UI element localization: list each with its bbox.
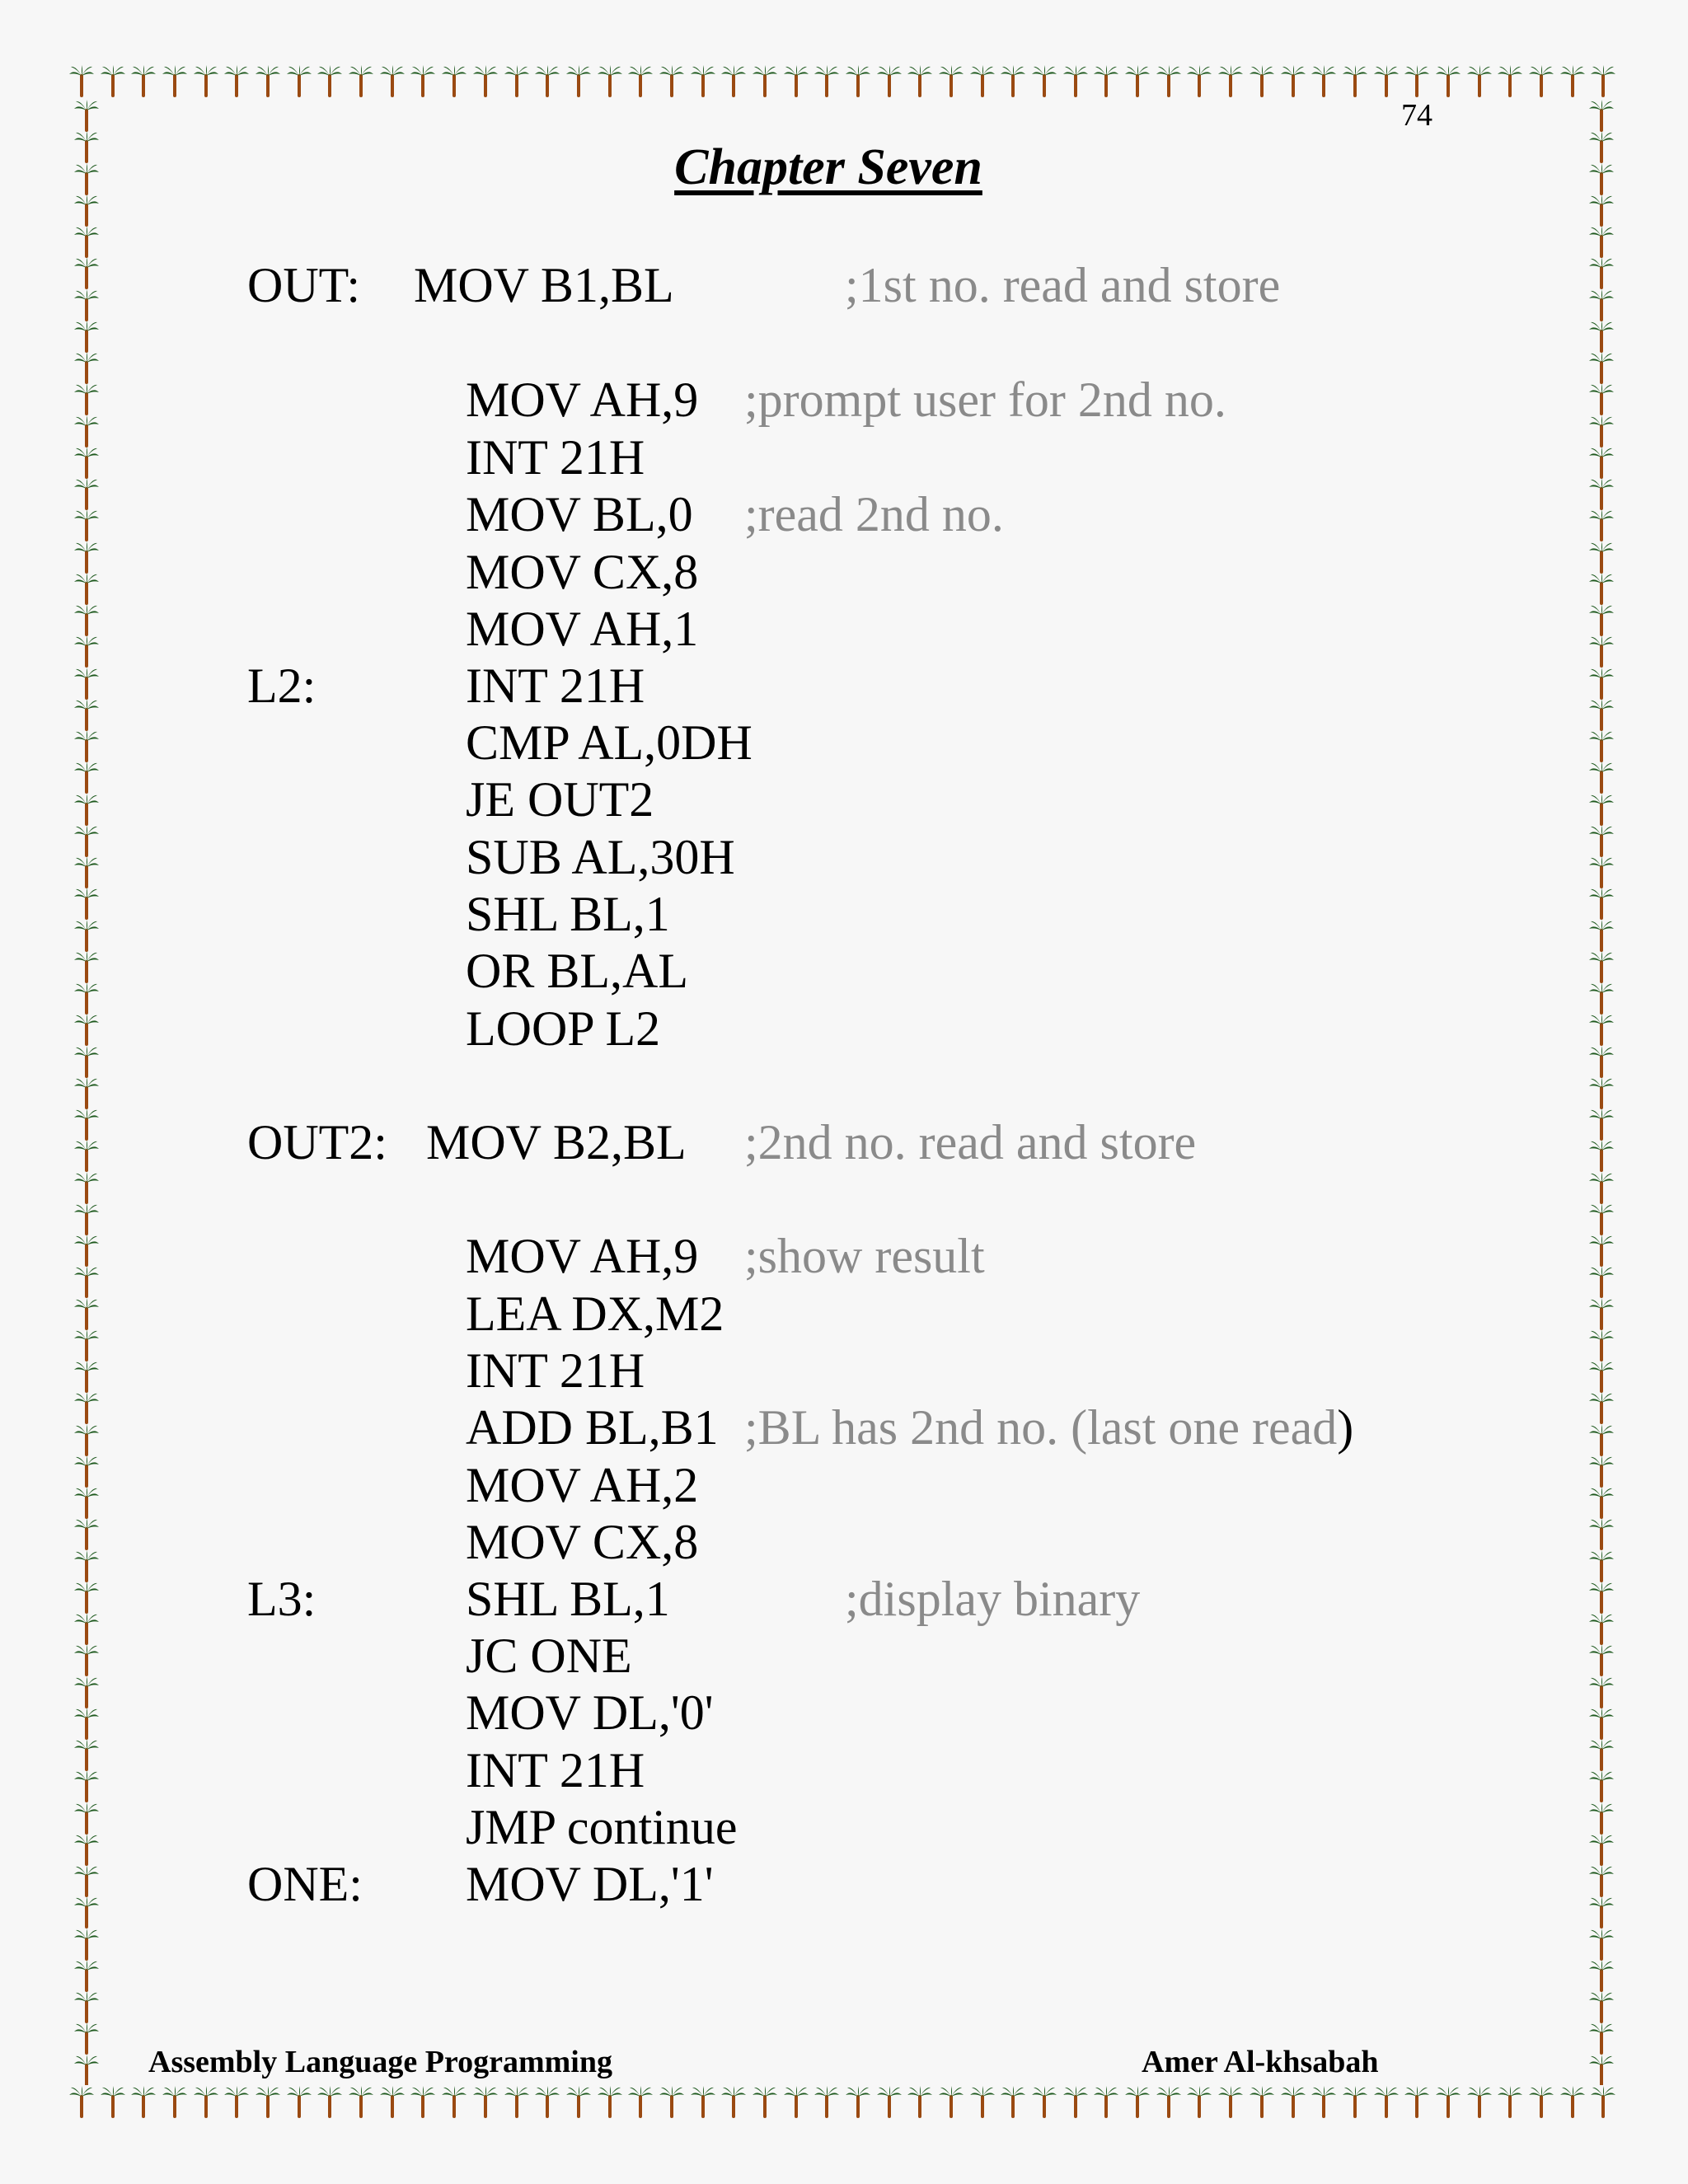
code-comment: ;1st no. read and store xyxy=(845,258,1281,312)
code-label: L3: xyxy=(247,1572,316,1626)
code-instruction: LEA DX,M2 xyxy=(466,1286,724,1341)
footer-title: Assembly Language Programming xyxy=(148,2045,612,2079)
page-number: 74 xyxy=(1401,98,1432,133)
code-comment: ;prompt user for 2nd no. xyxy=(744,373,1226,427)
footer-author: Amer Al-khsabah xyxy=(1142,2045,1379,2079)
code-instruction: MOV DL,'0' xyxy=(466,1685,714,1740)
code-comment: ;read 2nd no. xyxy=(744,487,1004,541)
code-instruction: INT 21H xyxy=(466,658,645,713)
code-instruction: MOV AH,9 xyxy=(466,373,699,427)
code-comment: ;show result xyxy=(744,1229,985,1283)
code-instruction: INT 21H xyxy=(466,430,645,485)
code-instruction: INT 21H xyxy=(466,1743,645,1797)
code-instruction: ADD BL,B1 xyxy=(466,1400,719,1455)
code-comment: ;BL has 2nd no. (last one read xyxy=(744,1400,1338,1455)
code-instruction: MOV DL,'1' xyxy=(466,1857,714,1911)
code-instruction: MOV B2,BL xyxy=(426,1115,687,1169)
code-label: OUT2: xyxy=(247,1115,387,1169)
code-instruction: MOV B1,BL xyxy=(414,258,674,312)
code-comment: ;2nd no. read and store xyxy=(744,1115,1197,1169)
code-instruction: OR BL,AL xyxy=(466,944,688,998)
code-instruction: MOV AH,1 xyxy=(466,602,699,656)
code-instruction: MOV BL,0 xyxy=(466,487,693,541)
chapter-title: Chapter Seven xyxy=(674,139,982,195)
code-instruction: LOOP L2 xyxy=(466,1001,661,1056)
code-label: L2: xyxy=(247,658,316,713)
code-instruction: SHL BL,1 xyxy=(466,1572,670,1626)
code-instruction: MOV AH,9 xyxy=(466,1229,699,1283)
code-instruction: JMP continue xyxy=(466,1800,738,1854)
code-instruction: JE OUT2 xyxy=(466,772,654,827)
code-comment: ;display binary xyxy=(845,1572,1141,1626)
code-label: ONE: xyxy=(247,1857,363,1911)
code-instruction: MOV CX,8 xyxy=(466,1515,699,1569)
code-instruction: INT 21H xyxy=(466,1343,645,1398)
code-instruction: SUB AL,30H xyxy=(466,830,735,884)
code-comment-line xyxy=(744,1400,1354,1455)
code-instruction: JC ONE xyxy=(466,1629,632,1683)
code-instruction: SHL BL,1 xyxy=(466,887,670,941)
code-comment-paren: ) xyxy=(1337,1400,1354,1455)
code-instruction: MOV AH,2 xyxy=(466,1458,699,1512)
code-instruction: CMP AL,0DH xyxy=(466,715,753,770)
code-label: OUT: xyxy=(247,258,360,312)
code-instruction: MOV CX,8 xyxy=(466,545,699,599)
